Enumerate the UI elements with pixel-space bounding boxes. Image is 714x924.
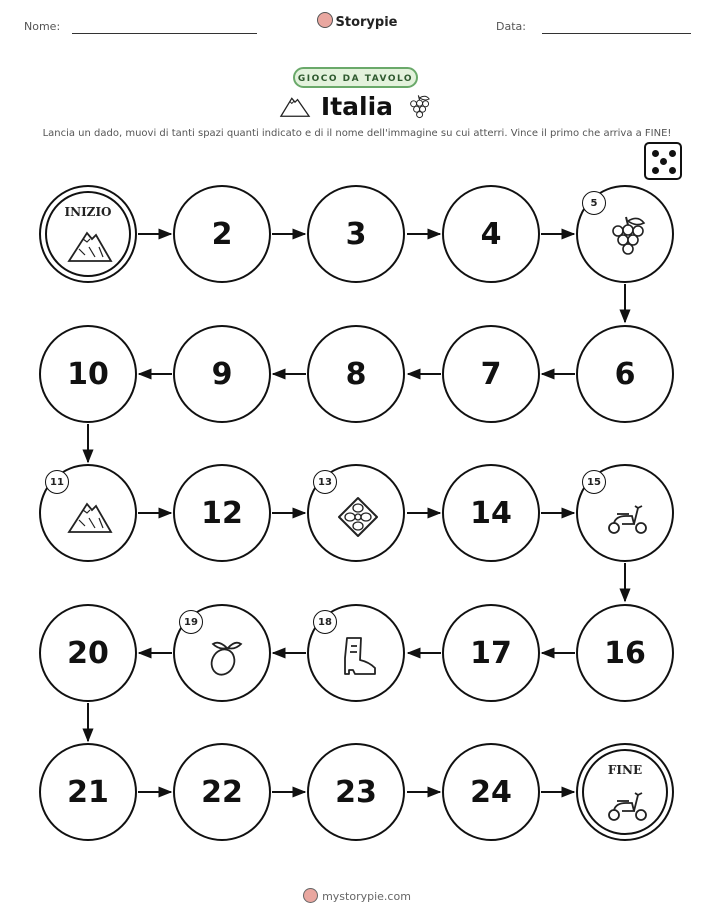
space-17 — [442, 604, 540, 702]
space-number: 12 — [201, 495, 243, 531]
space-number: 10 — [67, 356, 109, 392]
space-number: 8 — [345, 356, 367, 392]
space-7 — [442, 325, 540, 423]
space-number: 22 — [201, 774, 243, 810]
space-3 — [307, 185, 405, 283]
start-label: INIZIO — [64, 205, 112, 219]
space-10 — [39, 325, 137, 423]
space-start — [39, 185, 137, 283]
page-title: Italia — [320, 92, 394, 121]
space-6 — [576, 325, 674, 423]
mountain-icon — [65, 492, 115, 542]
space-number-tag: 5 — [582, 191, 606, 215]
space-number: 24 — [470, 774, 512, 810]
brand-name: Storypie — [335, 15, 398, 30]
space-number-tag: 13 — [313, 470, 337, 494]
space-number-tag: 11 — [45, 470, 69, 494]
cobblestone-icon — [333, 492, 383, 542]
space-number: 21 — [67, 774, 109, 810]
end-label: FINE — [607, 763, 643, 777]
space-4 — [442, 185, 540, 283]
footer — [0, 888, 714, 903]
space-20 — [39, 604, 137, 702]
space-24 — [442, 743, 540, 841]
space-number: 16 — [604, 635, 646, 671]
space-end — [576, 743, 674, 841]
space-number: 9 — [211, 356, 233, 392]
space-number-tag: 19 — [179, 610, 203, 634]
mountain-icon — [65, 221, 115, 271]
space-number: 2 — [211, 216, 233, 252]
grapes-icon — [602, 213, 652, 263]
space-2 — [173, 185, 271, 283]
footer-url[interactable]: mystorypie.com — [322, 890, 411, 903]
space-12 — [173, 464, 271, 562]
space-number-tag: 15 — [582, 470, 606, 494]
game-type-badge: GIOCO DA TAVOLO — [293, 67, 418, 88]
instructions-text: Lancia un dado, muovi di tanti spazi quanti indicato e di il nome dell'immagine su cui atterri. Vince il primo che arriva a FINE! — [42, 128, 672, 139]
scooter-icon — [602, 779, 652, 829]
space-9 — [173, 325, 271, 423]
date-label: Data: — [496, 20, 526, 33]
name-label: Nome: — [24, 20, 61, 33]
space-21 — [39, 743, 137, 841]
space-8 — [307, 325, 405, 423]
space-16 — [576, 604, 674, 702]
space-14 — [442, 464, 540, 562]
space-number: 23 — [335, 774, 377, 810]
space-22 — [173, 743, 271, 841]
space-23 — [307, 743, 405, 841]
storypie-logo-icon — [303, 888, 318, 903]
space-number: 17 — [470, 635, 512, 671]
boot-icon — [333, 632, 383, 682]
space-number: 14 — [470, 495, 512, 531]
space-number-tag: 18 — [313, 610, 337, 634]
space-number: 7 — [480, 356, 502, 392]
space-number: 20 — [67, 635, 109, 671]
space-number: 4 — [480, 216, 502, 252]
space-number: 3 — [345, 216, 367, 252]
space-number: 6 — [614, 356, 636, 392]
scooter-icon — [602, 492, 652, 542]
lemon-icon — [199, 632, 249, 682]
